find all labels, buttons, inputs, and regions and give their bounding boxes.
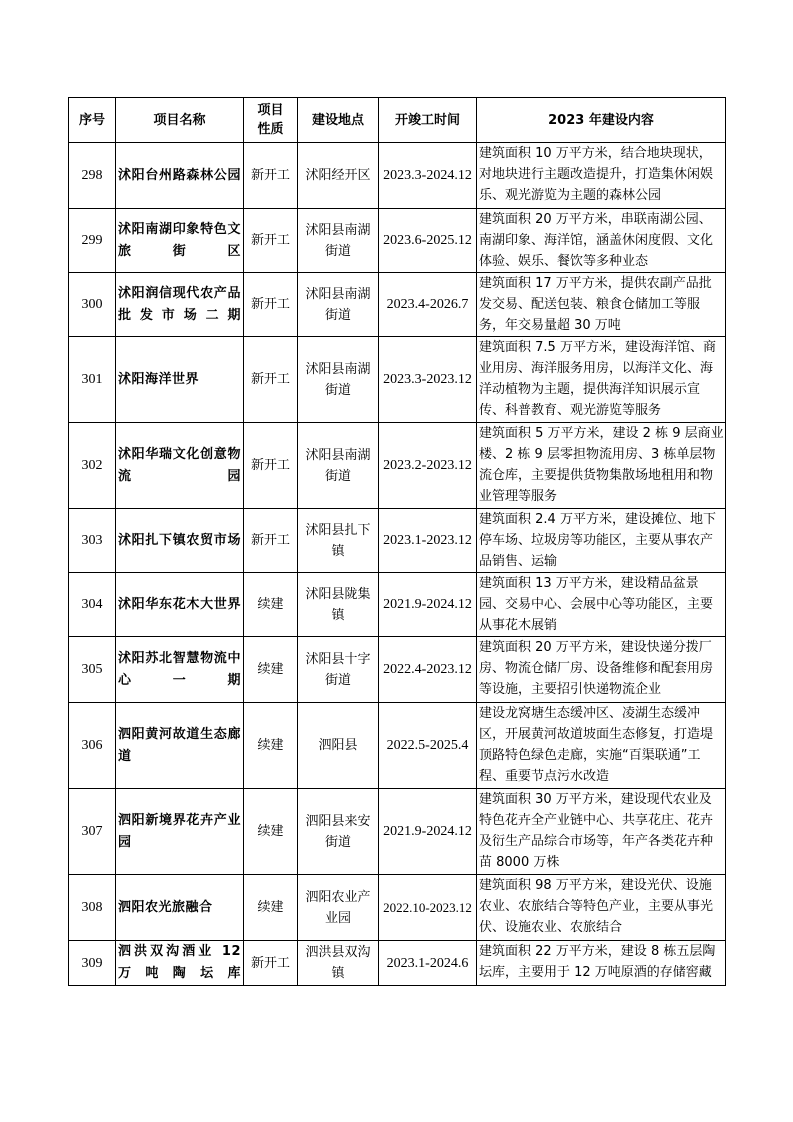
project-type: 新开工 bbox=[244, 209, 298, 273]
project-name: 沭阳海洋世界 bbox=[116, 337, 244, 423]
table-row bbox=[69, 789, 726, 875]
header-location: 建设地点 bbox=[298, 98, 379, 143]
project-table-sheet bbox=[68, 97, 725, 986]
project-content: 建筑面积 22 万平方米，建设 8 栋五层陶坛库，主要用于 12 万吨原酒的存储窖藏 bbox=[477, 941, 726, 986]
row-number: 302 bbox=[69, 423, 116, 509]
project-name: 沭阳苏北智慧物流中心一期 bbox=[116, 637, 244, 703]
header-content: 2023 年建设内容 bbox=[477, 98, 726, 143]
row-number: 308 bbox=[69, 875, 116, 941]
project-period: 2023.6-2025.12 bbox=[379, 209, 477, 273]
project-content: 建筑面积 20 万平方米，建设快递分拨厂房、物流仓储厂房、设备维修和配套用房等设施，主要招引快递物流企业 bbox=[477, 637, 726, 703]
project-period: 2023.3-2023.12 bbox=[379, 337, 477, 423]
project-location: 泗阳县来安街道 bbox=[298, 789, 379, 875]
project-location: 泗洪县双沟镇 bbox=[298, 941, 379, 986]
project-type: 续建 bbox=[244, 875, 298, 941]
row-number: 303 bbox=[69, 509, 116, 573]
project-type: 新开工 bbox=[244, 143, 298, 209]
project-location: 泗阳县 bbox=[298, 703, 379, 789]
project-period: 2022.5-2025.4 bbox=[379, 703, 477, 789]
table-row bbox=[69, 209, 726, 273]
project-name: 沭阳华东花木大世界 bbox=[116, 573, 244, 637]
project-type: 续建 bbox=[244, 573, 298, 637]
project-name: 沭阳润信现代农产品批发市场二期 bbox=[116, 273, 244, 337]
project-location: 沭阳县十字街道 bbox=[298, 637, 379, 703]
project-content: 建筑面积 2.4 万平方米，建设摊位、地下停车场、垃圾房等功能区，主要从事农产品销售、运输 bbox=[477, 509, 726, 573]
project-content: 建筑面积 30 万平方米，建设现代农业及特色花卉全产业链中心、共享花庄、花卉及衍生产品综合市场等，年产各类花卉种苗 8000 万株 bbox=[477, 789, 726, 875]
project-location: 沭阳县南湖街道 bbox=[298, 337, 379, 423]
header-no: 序号 bbox=[69, 98, 116, 143]
project-name: 沭阳扎下镇农贸市场 bbox=[116, 509, 244, 573]
project-content: 建筑面积 10 万平方米，结合地块现状，对地块进行主题改造提升，打造集休闲娱乐、观光游览为主题的森林公园 bbox=[477, 143, 726, 209]
project-name: 泗洪双沟酒业 12 万吨陶坛库 bbox=[116, 941, 244, 986]
project-name: 泗阳农光旅融合 bbox=[116, 875, 244, 941]
table-row bbox=[69, 637, 726, 703]
row-number: 307 bbox=[69, 789, 116, 875]
table-row bbox=[69, 337, 726, 423]
row-number: 300 bbox=[69, 273, 116, 337]
project-name: 沭阳台州路森林公园 bbox=[116, 143, 244, 209]
project-location: 沭阳县南湖街道 bbox=[298, 273, 379, 337]
project-content: 建设龙窝塘生态缓冲区、凌湖生态缓冲区，开展黄河故道坡面生态修复，打造堤顶路特色绿色走廊，实施“百渠联通”工程、重要节点污水改造 bbox=[477, 703, 726, 789]
row-number: 299 bbox=[69, 209, 116, 273]
project-content: 建筑面积 20 万平方米，串联南湖公园、南湖印象、海洋馆，涵盖休闲度假、文化体验、娱乐、餐饮等多种业态 bbox=[477, 209, 726, 273]
project-type: 新开工 bbox=[244, 941, 298, 986]
project-period: 2023.1-2023.12 bbox=[379, 509, 477, 573]
project-type: 新开工 bbox=[244, 337, 298, 423]
table-row bbox=[69, 423, 726, 509]
row-number: 309 bbox=[69, 941, 116, 986]
project-type: 续建 bbox=[244, 789, 298, 875]
project-content: 建筑面积 17 万平方米，提供农副产品批发交易、配送包装、粮食仓储加工等服务，年交易量超 30 万吨 bbox=[477, 273, 726, 337]
project-period: 2021.9-2024.12 bbox=[379, 789, 477, 875]
project-name: 沭阳南湖印象特色文旅街区 bbox=[116, 209, 244, 273]
project-location: 沭阳经开区 bbox=[298, 143, 379, 209]
table-row bbox=[69, 509, 726, 573]
project-period: 2022.4-2023.12 bbox=[379, 637, 477, 703]
project-content: 建筑面积 98 万平方米，建设光伏、设施农业、农旅结合等特色产业，主要从事光伏、设施农业、农旅结合 bbox=[477, 875, 726, 941]
project-name: 沭阳华瑞文化创意物流园 bbox=[116, 423, 244, 509]
project-location: 沭阳县南湖街道 bbox=[298, 423, 379, 509]
project-location: 泗阳农业产业园 bbox=[298, 875, 379, 941]
table-row bbox=[69, 273, 726, 337]
row-number: 305 bbox=[69, 637, 116, 703]
project-name: 泗阳黄河故道生态廊道 bbox=[116, 703, 244, 789]
project-period: 2021.9-2024.12 bbox=[379, 573, 477, 637]
table-header-row bbox=[69, 98, 726, 143]
table-row bbox=[69, 941, 726, 986]
row-number: 306 bbox=[69, 703, 116, 789]
project-type: 续建 bbox=[244, 703, 298, 789]
project-period: 2023.3-2024.12 bbox=[379, 143, 477, 209]
header-period: 开竣工时间 bbox=[379, 98, 477, 143]
project-period: 2023.4-2026.7 bbox=[379, 273, 477, 337]
project-content: 建筑面积 5 万平方米，建设 2 栋 9 层商业楼、2 栋 9 层零担物流用房、3 栋单层物流仓库，主要提供货物集散场地租用和物业管理等服务 bbox=[477, 423, 726, 509]
table-row bbox=[69, 143, 726, 209]
header-type: 项目 性质 bbox=[244, 98, 298, 143]
project-location: 沭阳县扎下镇 bbox=[298, 509, 379, 573]
project-table bbox=[68, 97, 726, 986]
header-name: 项目名称 bbox=[116, 98, 244, 143]
project-period: 2023.1-2024.6 bbox=[379, 941, 477, 986]
project-type: 新开工 bbox=[244, 273, 298, 337]
project-location: 沭阳县陇集镇 bbox=[298, 573, 379, 637]
row-number: 304 bbox=[69, 573, 116, 637]
table-row bbox=[69, 703, 726, 789]
project-type: 新开工 bbox=[244, 509, 298, 573]
project-period: 2022.10-2023.12 bbox=[379, 875, 477, 941]
project-type: 新开工 bbox=[244, 423, 298, 509]
project-content: 建筑面积 13 万平方米，建设精品盆景园、交易中心、会展中心等功能区，主要从事花木展销 bbox=[477, 573, 726, 637]
table-row bbox=[69, 875, 726, 941]
table-row bbox=[69, 573, 726, 637]
project-content: 建筑面积 7.5 万平方米，建设海洋馆、商业用房、海洋服务用房，以海洋文化、海洋动植物为主题，提供海洋知识展示宣传、科普教育、观光游览等服务 bbox=[477, 337, 726, 423]
row-number: 301 bbox=[69, 337, 116, 423]
project-location: 沭阳县南湖街道 bbox=[298, 209, 379, 273]
row-number: 298 bbox=[69, 143, 116, 209]
project-name: 泗阳新境界花卉产业园 bbox=[116, 789, 244, 875]
project-period: 2023.2-2023.12 bbox=[379, 423, 477, 509]
project-type: 续建 bbox=[244, 637, 298, 703]
